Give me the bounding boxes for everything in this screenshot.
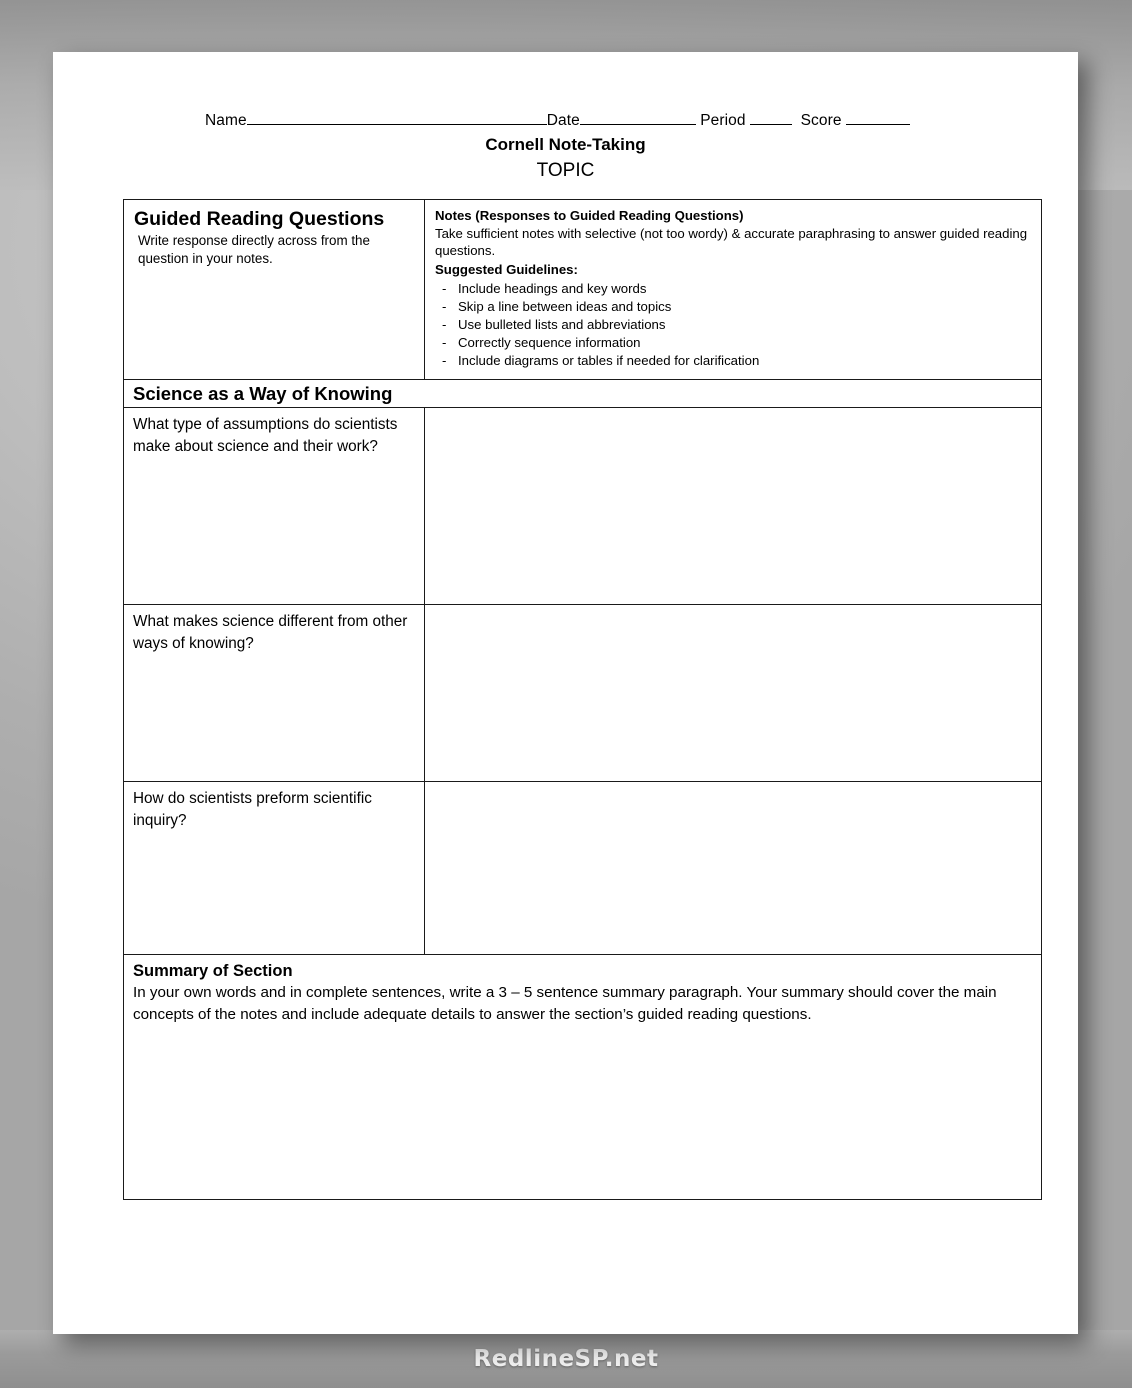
name-field[interactable]	[247, 110, 547, 125]
question-cell-1	[124, 408, 425, 604]
answer-area-2[interactable]	[425, 605, 1041, 781]
section-title-cell	[124, 380, 1041, 407]
suggested-guidelines-label: Suggested Guidelines:	[435, 261, 578, 277]
score-field[interactable]	[846, 110, 910, 125]
watermark-label: RedlineSP.net	[473, 1346, 659, 1372]
worksheet-page	[53, 52, 1078, 1334]
notes-instructions: Take sufficient notes with selective (not too wordy) & accurate paraphrasing to answer guided reading questions.	[435, 225, 1028, 259]
list-item: - Include diagrams or tables if needed for clarification	[441, 352, 1031, 370]
answer-area-1[interactable]	[425, 408, 1041, 604]
notes-title: Notes (Responses to Guided Reading Questions)	[435, 208, 744, 223]
table-row	[124, 604, 1041, 781]
date-label: Date	[546, 112, 580, 129]
period-label: Period	[700, 112, 746, 129]
score-label: Score	[800, 112, 842, 129]
table-row	[124, 407, 1041, 604]
student-info-line	[53, 110, 1078, 130]
question-text: What makes science different from other ways of knowing?	[133, 612, 408, 652]
page-title: Cornell Note-Taking	[485, 135, 646, 154]
cornell-notes-table	[123, 199, 1042, 1200]
answer-area-3[interactable]	[425, 782, 1041, 954]
guided-questions-title: Guided Reading Questions	[134, 208, 385, 230]
summary-title: Summary of Section	[133, 961, 293, 980]
summary-instructions: In your own words and in complete sentences, write a 3 – 5 sentence summary paragraph. Your summary should cover the main concepts of the notes and include adequate details to answer the section’s guided reading questions.	[133, 984, 997, 1023]
list-item: - Use bulleted lists and abbreviations	[441, 316, 1031, 334]
period-field[interactable]	[750, 110, 792, 125]
table-header-row	[124, 200, 1041, 379]
summary-row	[124, 954, 1041, 1199]
guided-questions-subtitle: Write response directly across from the question in your notes.	[138, 233, 370, 267]
list-item: - Skip a line between ideas and topics	[441, 298, 1031, 316]
guided-questions-header-cell	[124, 200, 425, 379]
question-cell-2	[124, 605, 425, 781]
question-text: How do scientists preform scientific inquiry?	[133, 789, 372, 829]
question-text: What type of assumptions do scientists make about science and their work?	[133, 415, 398, 455]
list-item: - Include headings and key words	[441, 280, 1031, 298]
guidelines-list	[435, 280, 1031, 371]
table-row	[124, 781, 1041, 954]
notes-header-cell	[425, 200, 1041, 379]
summary-cell[interactable]	[124, 955, 1041, 1199]
section-title-row	[124, 379, 1041, 407]
question-cell-3	[124, 782, 425, 954]
section-title: Science as a Way of Knowing	[133, 382, 393, 404]
name-label: Name	[205, 112, 247, 129]
date-field[interactable]	[580, 110, 696, 125]
topic-title: TOPIC	[536, 160, 595, 181]
list-item: - Correctly sequence information	[441, 334, 1031, 352]
